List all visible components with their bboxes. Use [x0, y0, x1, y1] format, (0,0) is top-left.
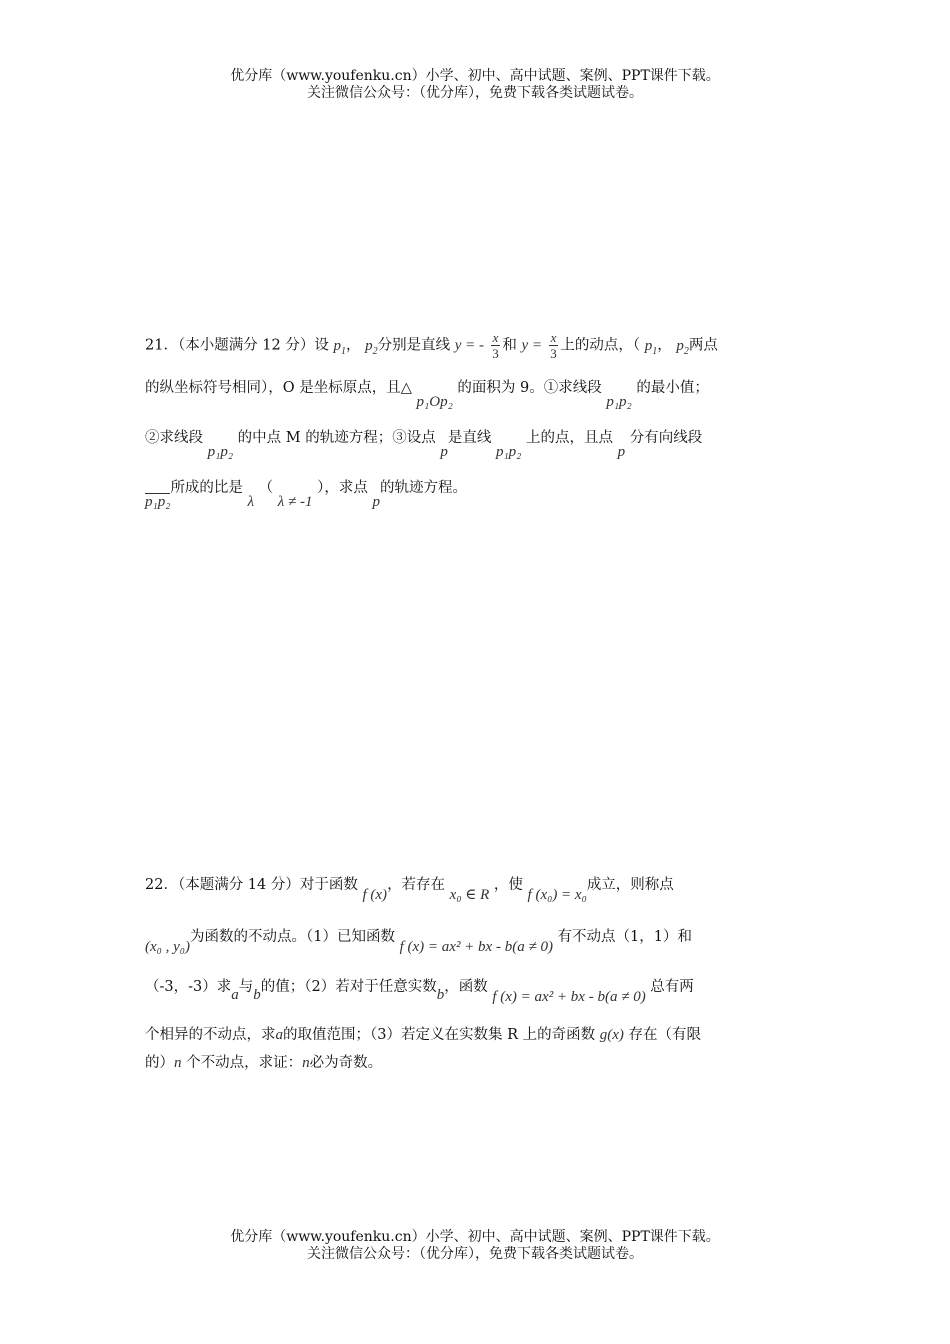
point-x0-y0: (x₀ , y₀): [145, 939, 190, 955]
header-line-2: 关注微信公众号：（优分库），免费下载各类试题试卷。: [307, 85, 643, 101]
fixed-point-eq: f (x₀) = x₀: [527, 887, 587, 903]
triangle-p1Op2: p₁Op₂: [416, 394, 453, 410]
var-n: n: [174, 1055, 182, 1071]
p2-symbol: $p_2$: [365, 337, 378, 357]
q22-line-1: 22．（本题满分 14 分）对于函数 f (x)，若存在 x₀ ∈ R ，使 f (x₀) = x₀成立，则称点: [145, 877, 674, 903]
lambda-condition: λ ≠ -1: [277, 494, 313, 510]
function-gx: g(x): [599, 1027, 624, 1043]
var-b: b: [253, 987, 261, 1003]
point-p: p: [440, 444, 448, 460]
function-fx: f (x): [362, 887, 388, 903]
q22-line-5: 的）n 个不动点，求证：n必为奇数。: [145, 1055, 383, 1071]
q22-line-2: (x₀ , y₀)为函数的不动点。（1）已知函数 f (x) = ax² + bx - b(a ≠ 0) 有不动点（1，1）和: [145, 929, 692, 955]
quadratic-function: f (x) = ax² + bx - b(a ≠ 0): [399, 939, 553, 955]
lambda-symbol: λ: [247, 494, 255, 510]
line-eq-2: y =: [521, 337, 543, 354]
vector-p1p2: p₁p₂: [145, 494, 171, 510]
line-eq-1: y = -: [454, 337, 484, 354]
q21-line-4: p₁p₂所成的比是 λ （ λ ≠ -1 ），求点 p的轨迹方程。: [145, 480, 467, 510]
q21-line-2: 的纵坐标符号相同），O 是坐标原点，且△ p₁Op₂ 的面积为 9。①求线段 p₁p₂ 的最小值；: [145, 380, 709, 410]
var-a: a: [231, 987, 239, 1003]
p1-symbol: $p_1$: [333, 337, 346, 357]
page-footer: [0, 1229, 950, 1263]
q21-line-1: 21．（本小题满分 12 分）设 $p_1$， $p_2$分别是直线 y = - $\frac{x}{3}$ 和 y = $\frac{x}{3}$ 上的动点，（ $p_1$， $p_2$两点: [145, 330, 718, 361]
footer-line-1: 优分库（www.youfenku.cn）小学、初中、高中试题、案例、PPT课件下载。: [230, 1229, 720, 1245]
segment-p1p2: p₁p₂: [606, 394, 632, 410]
header-line-1: 优分库（www.youfenku.cn）小学、初中、高中试题、案例、PPT课件下载。: [230, 68, 720, 84]
q22-line-3: （-3，-3）求a与b的值；（2）若对于任意实数b，函数 f (x) = ax² + bx - b(a ≠ 0) 总有两: [145, 979, 694, 1005]
x0-in-R: x₀ ∈ R: [449, 887, 490, 903]
q21-line-3: ②求线段 p₁p₂ 的中点 M 的轨迹方程；③设点 p是直线 p₁p₂ 上的点，且点 p 分有向线段: [145, 430, 703, 460]
footer-line-2: 关注微信公众号：（优分库），免费下载各类试题试卷。: [307, 1246, 643, 1262]
page-header: [0, 68, 950, 102]
fraction-x-over-3b: $\frac{x}{3}$: [550, 330, 557, 361]
fraction-x-over-3: $\frac{x}{3}$: [492, 330, 499, 361]
q22-line-4: 个相异的不动点，求a的取值范围；（3）若定义在实数集 R 上的奇函数 g(x) 存在（有限: [145, 1027, 701, 1043]
